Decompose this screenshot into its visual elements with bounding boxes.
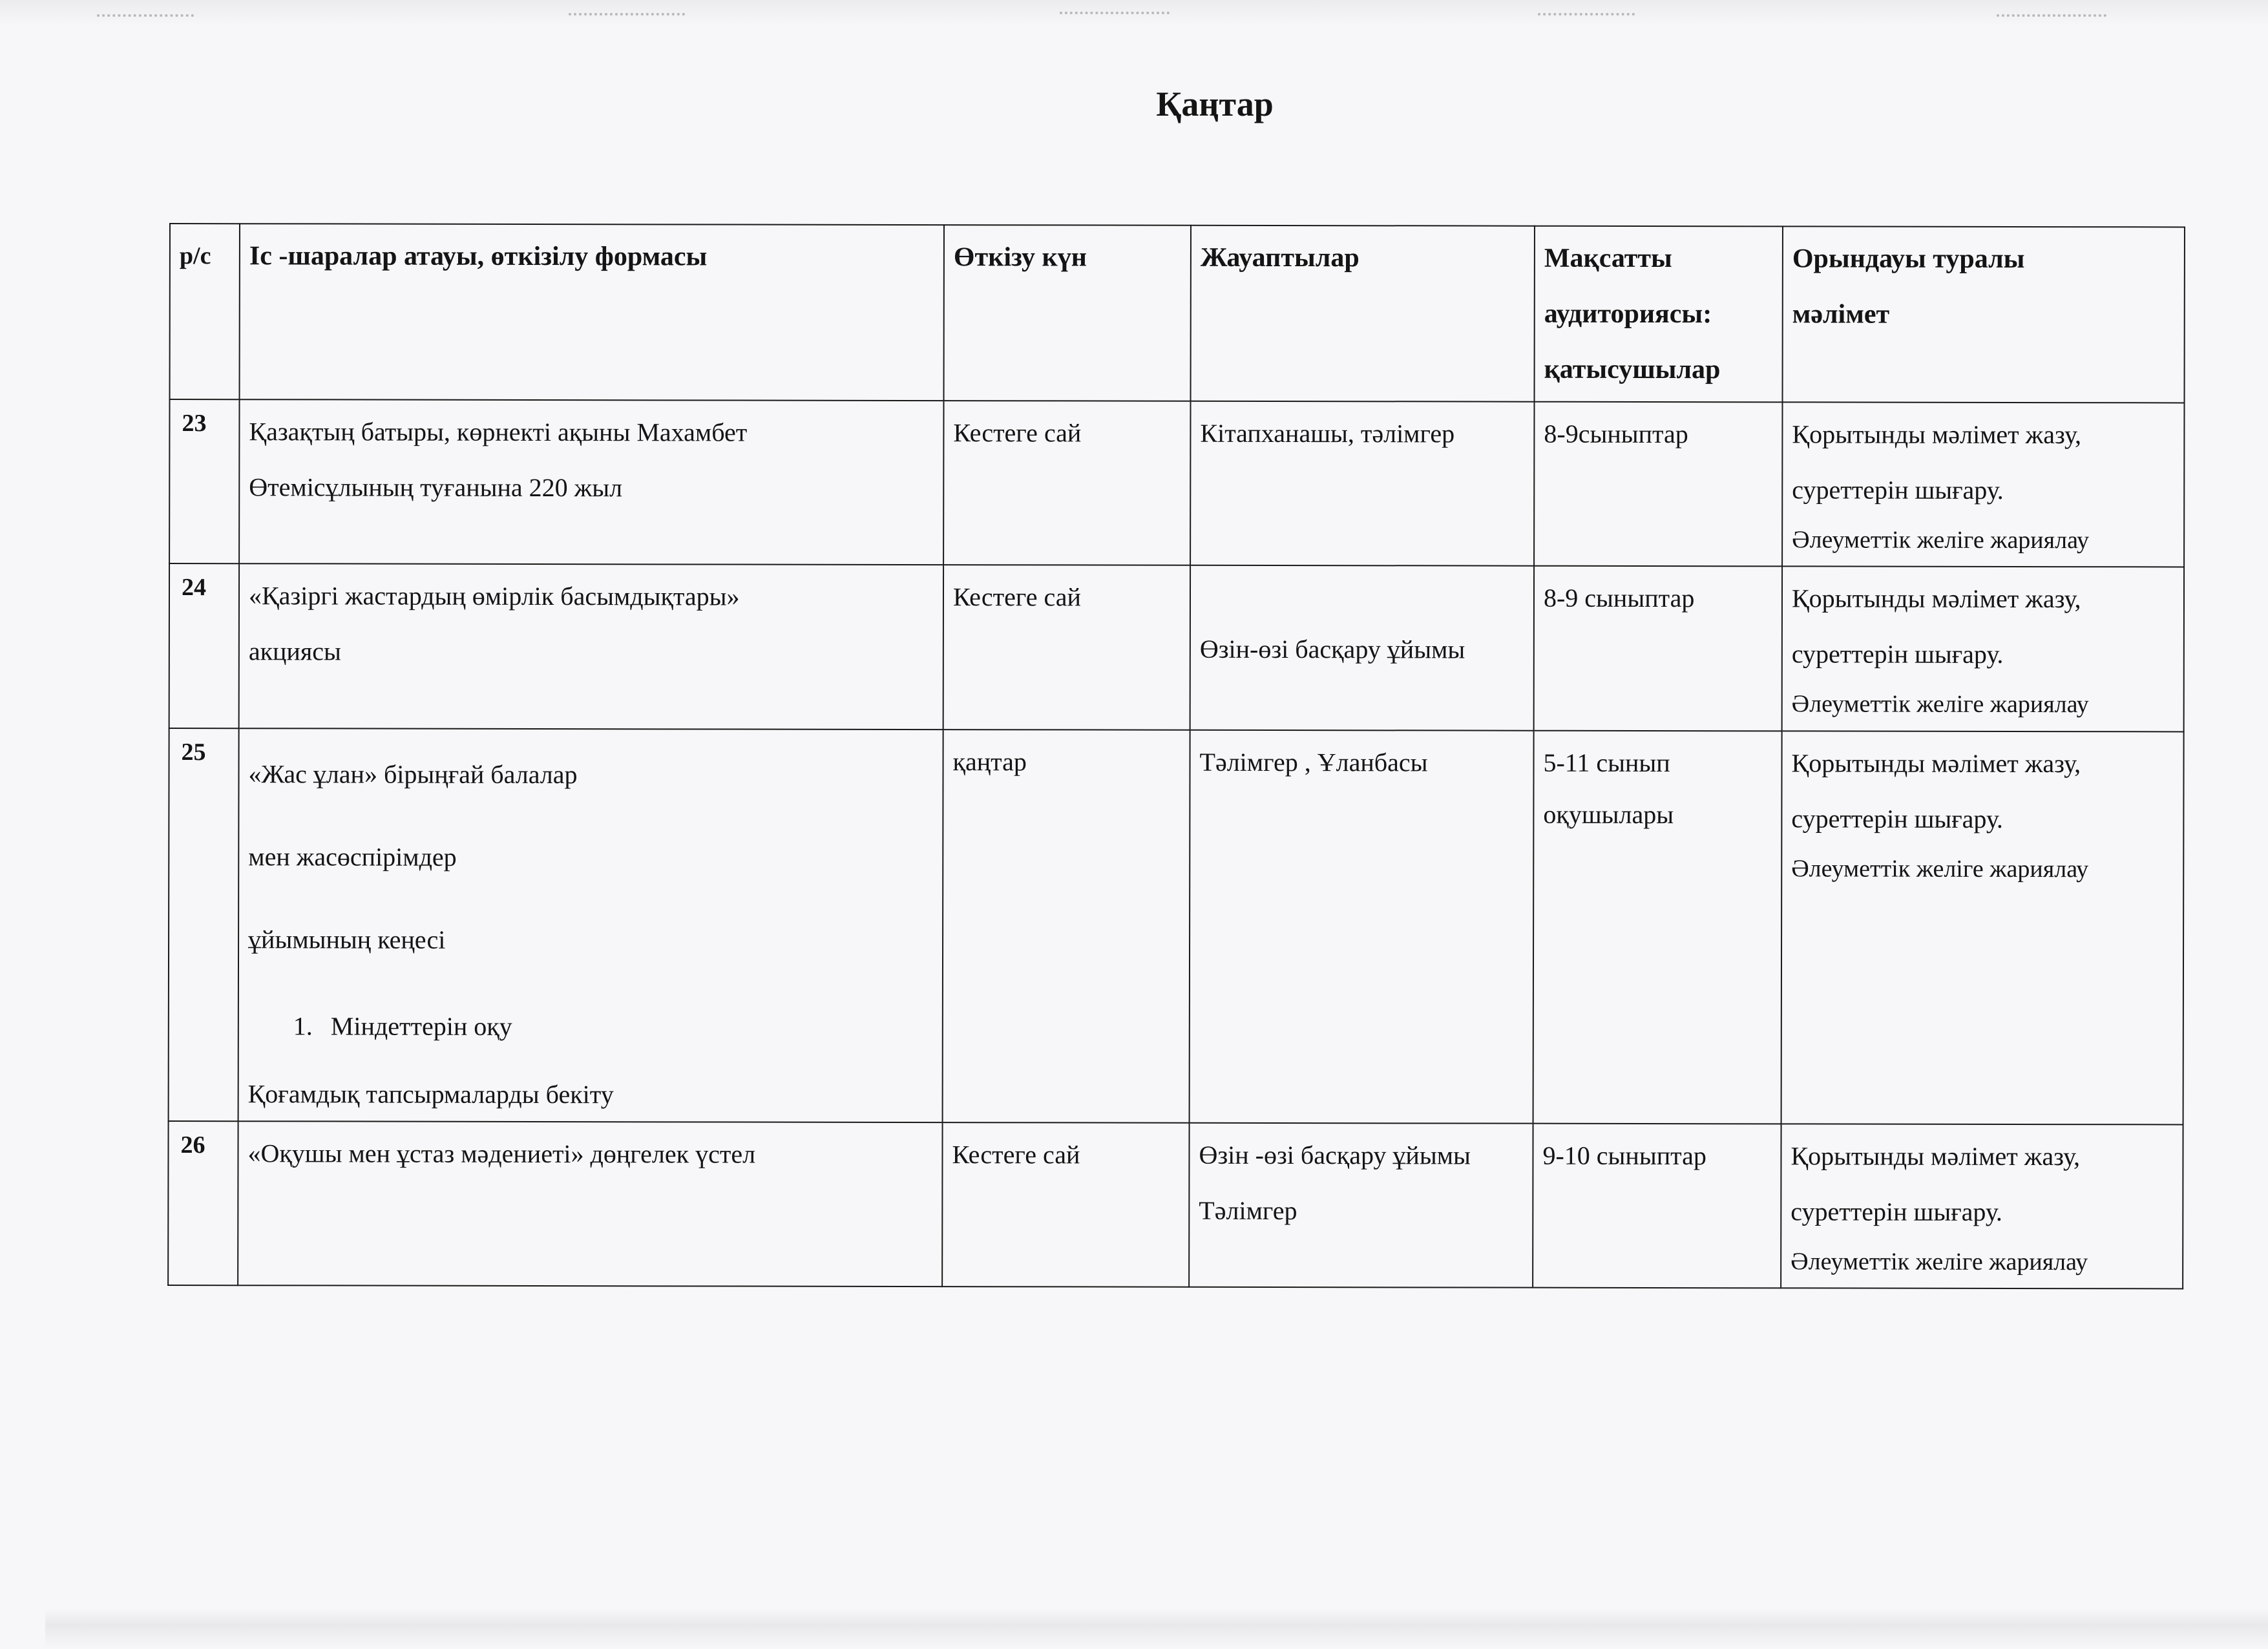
result-line: Қорытынды мәлімет жазу, bbox=[1791, 748, 2081, 779]
row-number: 23 bbox=[169, 399, 239, 563]
date-cell: қаңтар bbox=[943, 730, 1190, 1123]
scan-artifact bbox=[97, 14, 194, 21]
audience-cell: 8-9сыныптар bbox=[1534, 402, 1782, 567]
result-line: Әлеуметтік желіге жариялау bbox=[1790, 1248, 2088, 1276]
result-line: суреттерін шығару. bbox=[1792, 475, 2004, 505]
result-line: Қорытынды мәлімет жазу, bbox=[1792, 419, 2082, 450]
event-line: «Жас ұлан» бірыңғай балалар bbox=[248, 759, 578, 790]
scan-artifact bbox=[569, 13, 685, 19]
event-line: Өтемісұлының туғанына 220 жыл bbox=[249, 472, 623, 503]
date-cell: Кестеге сай bbox=[943, 565, 1190, 730]
events-table bbox=[167, 223, 2185, 1289]
responsible-cell: Тәлімгер , Ұланбасы bbox=[1190, 730, 1534, 1124]
event-cell bbox=[239, 563, 943, 730]
result-cell bbox=[1781, 1124, 2183, 1288]
date-cell: Кестеге сай bbox=[942, 1122, 1189, 1287]
responsible-line: Өзін -өзі басқару ұйымы bbox=[1199, 1140, 1471, 1170]
result-line: Әлеуметтік желіге жариялау bbox=[1791, 690, 2089, 719]
result-line: суреттерін шығару. bbox=[1791, 804, 2003, 834]
event-list-text: Міндеттерін оқу bbox=[330, 1011, 512, 1041]
row-number: 24 bbox=[169, 563, 239, 728]
event-cell bbox=[239, 399, 943, 565]
date-cell: Кестеге сай bbox=[943, 401, 1190, 565]
table-row bbox=[169, 728, 2184, 1124]
scan-artifact bbox=[1060, 12, 1170, 18]
event-line: Қоғамдық тапсырмаларды бекіту bbox=[247, 1079, 614, 1109]
header-num: р/с bbox=[170, 224, 240, 399]
event-cell bbox=[238, 728, 943, 1122]
event-line: акциясы bbox=[248, 636, 341, 666]
result-line: суреттерін шығару. bbox=[1791, 639, 2004, 669]
header-date: Өткізу күн bbox=[944, 225, 1191, 401]
result-line: суреттерін шығару. bbox=[1790, 1197, 2002, 1226]
header-result bbox=[1783, 226, 2185, 403]
result-line: Қорытынды мәлімет жазу, bbox=[1790, 1141, 2081, 1171]
table-row bbox=[169, 399, 2184, 567]
event-line: «Қазіргі жастардың өмірлік басымдықтары» bbox=[248, 581, 740, 611]
audience-cell: 9-10 сыныптар bbox=[1533, 1124, 1781, 1288]
audience-line: 5-11 сынып bbox=[1543, 748, 1670, 778]
header-result-line: мәлімет bbox=[1792, 299, 1890, 330]
event-line: ұйымының кеңесі bbox=[248, 925, 446, 954]
event-line: мен жасөспірімдер bbox=[248, 842, 457, 872]
result-line: Әлеуметтік желіге жариялау bbox=[1791, 855, 2089, 883]
header-result-line: Орындауы туралы bbox=[1792, 244, 2025, 275]
table-row bbox=[169, 563, 2184, 731]
audience-cell: 8-9 сыныптар bbox=[1534, 566, 1782, 731]
header-audience-line: Мақсатты bbox=[1544, 243, 1672, 274]
event-list-number: 1. bbox=[293, 1011, 313, 1041]
header-audience bbox=[1535, 226, 1783, 403]
result-cell bbox=[1782, 402, 2184, 567]
row-number: 26 bbox=[168, 1121, 238, 1285]
audience-cell bbox=[1533, 731, 1782, 1124]
scan-artifact bbox=[1538, 13, 1635, 19]
page-title: Қаңтар bbox=[1156, 85, 1274, 123]
responsible-cell: Кітапханашы, тәлімгер bbox=[1190, 401, 1534, 566]
responsible-line: Өзін-өзі басқару ұйымы bbox=[1199, 634, 1465, 664]
header-responsible: Жауаптылар bbox=[1191, 226, 1535, 402]
audience-line: оқушылары bbox=[1543, 799, 1674, 830]
result-cell bbox=[1781, 731, 2184, 1124]
table-row bbox=[168, 1121, 2183, 1288]
scan-artifact bbox=[1997, 14, 2106, 21]
scan-edge-bottom bbox=[45, 1609, 2268, 1649]
result-line: Әлеуметтік желіге жариялау bbox=[1792, 526, 2090, 554]
header-event: Іс -шаралар атауы, өткізілу формасы bbox=[240, 224, 944, 401]
event-cell: «Оқушы мен ұстаз мәдениеті» дөңгелек үстел bbox=[238, 1121, 942, 1287]
header-audience-line: аудиториясы: bbox=[1544, 299, 1712, 330]
row-number: 25 bbox=[169, 728, 239, 1121]
responsible-cell bbox=[1190, 565, 1534, 731]
event-line: Қазақтың батыры, көрнекті ақыны Махамбет bbox=[249, 417, 748, 447]
table-header-row bbox=[170, 224, 2185, 403]
responsible-cell bbox=[1189, 1123, 1533, 1288]
event-list-item bbox=[248, 981, 933, 1073]
result-cell bbox=[1782, 566, 2184, 731]
result-line: Қорытынды мәлімет жазу, bbox=[1791, 583, 2081, 614]
header-audience-line: қатысушылар bbox=[1544, 354, 1721, 385]
responsible-line: Тәлімгер bbox=[1199, 1195, 1297, 1226]
